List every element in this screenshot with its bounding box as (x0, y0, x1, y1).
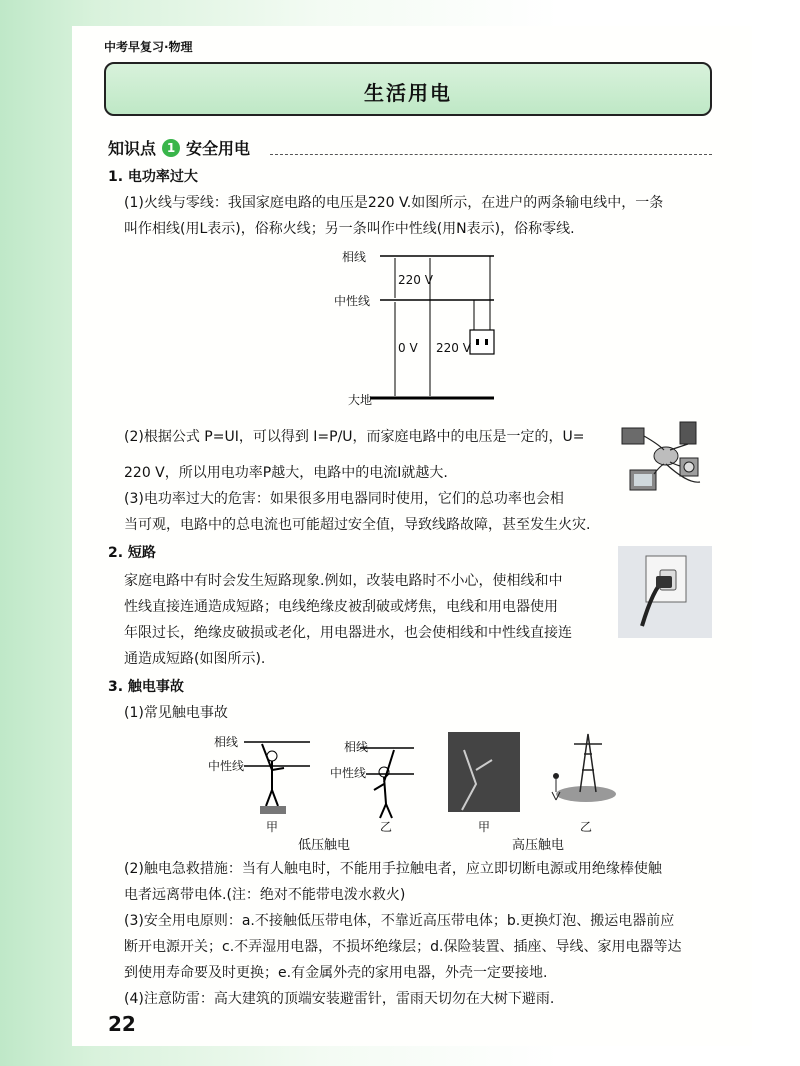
fig-yi-low: 乙 (380, 820, 393, 834)
s2-line4: 通造成短路(如图所示). (124, 651, 266, 667)
diagram-v-live-ground: 220 V (436, 341, 471, 355)
knowledge-number-badge: 1 (162, 139, 180, 157)
s2-line2: 性线直接连通造成短路；电线绝缘皮被刮破或烤焦，电线和用电器使用 (124, 599, 558, 615)
s3-p3-line1: (3)安全用电原则：a.不接触低压带电体，不靠近高压带电体；b.更换灯泡、搬运电器前应 (124, 913, 675, 929)
s3-p3-line3: 到使用寿命要及时更换；e.有金属外壳的家用电器，外壳一定要接地. (124, 965, 548, 981)
page-number: 22 (108, 1012, 136, 1036)
fig-jia-low: 甲 (266, 820, 279, 834)
fig-jia-high: 甲 (478, 820, 491, 834)
section-2-title: 2. 短路 (108, 545, 156, 561)
fig-high-caption: 高压触电 (512, 838, 565, 853)
s3-p4: (4)注意防雷：高大建筑的顶端安装避雷针，雷雨天切勿在大树下避雨. (124, 991, 555, 1007)
knowledge-point-heading (108, 136, 250, 159)
section-3-title: 3. 触电事故 (108, 679, 184, 695)
s2-line3: 年限过长，绝缘皮破损或老化，用电器进水，也会使相线和中性线直接连 (124, 625, 572, 641)
fig-low-caption: 低压触电 (298, 838, 351, 853)
s3-p2-line2: 电者远离带电体.(注：绝对不能带电泼水救火) (124, 887, 406, 903)
fig-live-label: 相线 (214, 735, 239, 749)
s1-p3-line1: (3)电功率过大的危害：如果很多用电器同时使用，它们的总功率也会相 (124, 491, 564, 507)
knowledge-point-title: 安全用电 (186, 139, 251, 158)
diagram-v-neutral-ground: 0 V (398, 341, 418, 355)
electrocution-figures (200, 730, 620, 820)
chapter-title: 生活用电 (364, 81, 452, 105)
s1-p3-line2: 当可观，电路中的总电流也可能超过安全值，导致线路故障，甚至发生火灾. (124, 517, 591, 533)
diagram-v-live-neutral: 220 V (398, 273, 433, 287)
diagram-ground-label: 大地 (348, 393, 373, 407)
s1-p1-line2: 叫作相线(用L表示)，俗称火线；另一条叫作中性线(用N表示)，俗称零线. (124, 221, 575, 237)
fig-live-label-2: 相线 (344, 740, 369, 754)
section-1-title: 1. 电功率过大 (108, 169, 198, 185)
overloaded-appliances-image (618, 414, 712, 500)
fig-yi-high: 乙 (580, 820, 593, 834)
s3-p2-line1: (2)触电急救措施：当有人触电时，不能用手拉触电者，应立即切断电源或用绝缘棒使触 (124, 861, 662, 877)
running-header: 中考早复习·物理 (104, 40, 193, 54)
fig-neutral-label-2: 中性线 (330, 766, 367, 780)
s1-p1-line1: (1)火线与零线：我国家庭电路的电压是220 V.如图所示，在进户的两条输电线中，一条 (124, 195, 664, 211)
s1-p2-line2: 220 V，所以用电功率P越大，电路中的电流I就越大. (124, 465, 448, 481)
fig-neutral-label: 中性线 (208, 759, 245, 773)
diagram-live-label: 相线 (342, 250, 367, 264)
voltage-diagram (330, 244, 510, 408)
chapter-title-box (104, 62, 712, 116)
s2-line1: 家庭电路中有时会发生短路现象.例如，改装电路时不小心，使相线和中 (124, 573, 563, 589)
s1-p2-line1: (2)根据公式 P=UI，可以得到 I=P/U，而家庭电路中的电压是一定的，U= (124, 429, 585, 445)
s3-sub1: (1)常见触电事故 (124, 705, 228, 721)
wall-socket-image (618, 546, 712, 638)
heading-divider (270, 154, 712, 155)
diagram-neutral-label: 中性线 (334, 294, 371, 308)
knowledge-point-label: 知识点 (108, 139, 157, 158)
s3-p3-line2: 断开电源开关；c.不弄湿用电器，不损坏绝缘层；d.保险装置、插座、导线、家用电器等达 (124, 939, 682, 955)
